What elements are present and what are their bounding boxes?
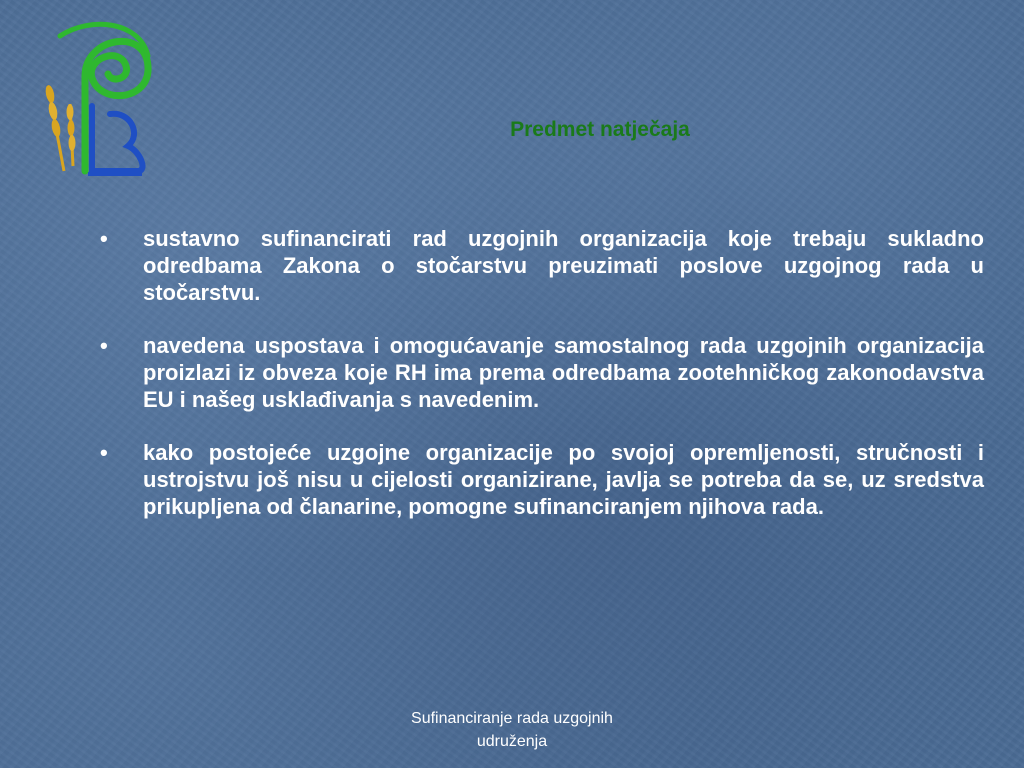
bullet-item	[100, 439, 984, 520]
blue-letter-b	[88, 106, 143, 174]
logo-icon	[30, 16, 160, 181]
bullet-item	[100, 225, 984, 306]
bullet-text: kako postojeće uzgojne organizacije po svojoj opremljenosti, stručnosti i ustrojstvu još nisu u cijelosti organizirane, javlja se potreba da se, uz sredstva prikupljena od članarine, pomogne sufinanciranjem njihova rada.	[143, 440, 984, 519]
organization-logo	[30, 16, 160, 181]
wheat-icon	[44, 84, 75, 171]
slide-footer	[362, 707, 662, 753]
bullet-item	[100, 332, 984, 413]
bullet-text: navedena uspostava i omogućavanje samostalnog rada uzgojnih organizacija proizlazi iz obveza koje RH ima prema odredbama zootehničkog zakonodavstva EU i našeg usklađivanja s navedenim.	[143, 333, 984, 412]
bullet-marker: •	[100, 226, 108, 251]
footer-line-1: Sufinanciranje rada uzgojnih	[411, 710, 613, 727]
bullet-text: sustavno sufinancirati rad uzgojnih organizacija koje trebaju sukladno odredbama Zakona o stočarstvu preuzimati poslove uzgojnog rada u stočarstvu.	[143, 226, 984, 305]
footer-line-2: udruženja	[476, 733, 548, 750]
bullet-list	[100, 225, 984, 546]
bullet-marker: •	[100, 440, 108, 465]
slide-title: Predmet natječaja	[510, 118, 690, 141]
bullet-marker: •	[100, 333, 108, 358]
